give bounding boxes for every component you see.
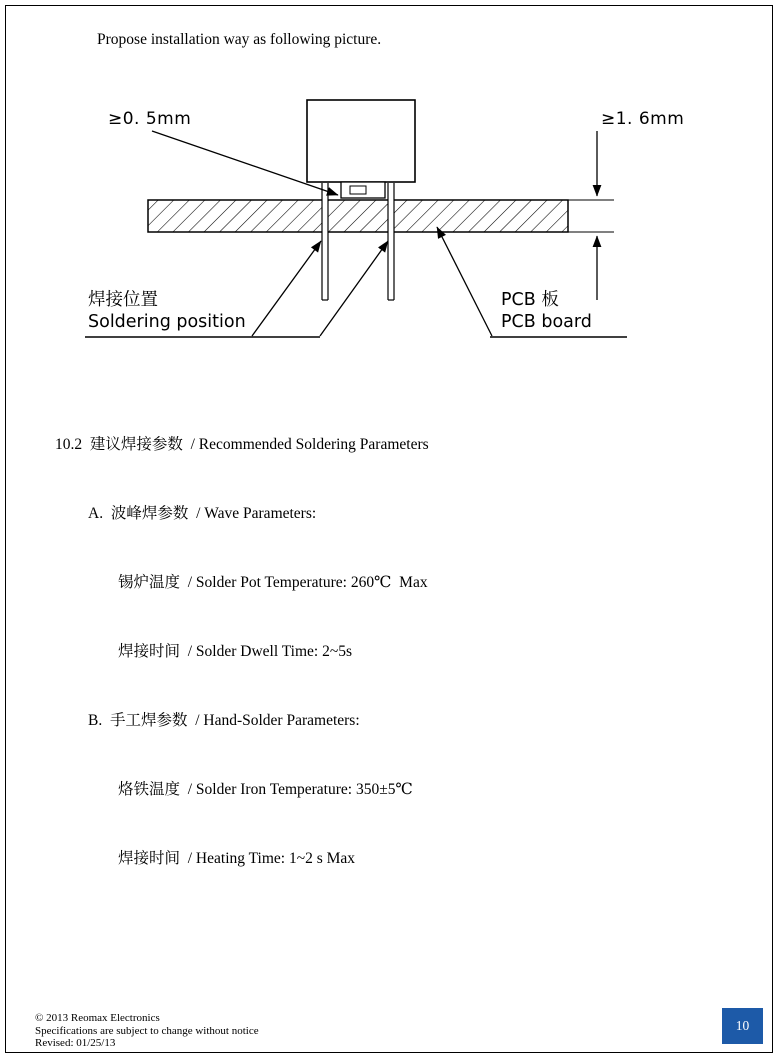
pcb-label-cn: PCB 板 [501,290,559,310]
component-body [307,100,415,182]
soldering-leader-right [320,241,388,336]
soldering-position-label-cn: 焊接位置 [88,290,158,310]
param-line-pot-temp: 锡炉温度 / Solder Pot Temperature: 260℃ Max [118,574,428,591]
pcb-label-en: PCB board [501,312,592,332]
param-line-dwell-time: 焊接时间 / Solder Dwell Time: 2~5s [118,643,353,660]
page-number-badge: 10 [722,1008,763,1044]
component-lead-left [322,183,328,300]
page-footer [35,1012,259,1050]
component-standoff-detail [350,186,366,194]
pcb-leader-line [437,227,492,336]
component-lead-right [388,183,394,300]
intro-text: Propose installation way as following picture. [97,31,382,48]
param-line-wave: A. 波峰焊参数 / Wave Parameters: [88,505,317,522]
footer-notice: Specifications are subject to change without notice [35,1024,259,1037]
param-line-iron-temp: 烙铁温度 / Solder Iron Temperature: 350±5℃ [118,781,413,798]
footer-copyright: © 2013 Reomax Electronics [35,1012,160,1024]
param-line-heating-time: 焊接时间 / Heating Time: 1~2 s Max [118,850,356,867]
standoff-dimension-label: ≥0. 5mm [108,109,192,129]
soldering-leader-left [252,241,321,336]
thickness-dimension-label: ≥1. 6mm [601,109,685,129]
soldering-parameters-section [55,392,429,911]
param-line-hand: B. 手工焊参数 / Hand-Solder Parameters: [88,712,360,729]
soldering-position-label-en: Soldering position [88,312,246,332]
pcb-board [148,200,568,232]
installation-diagram [0,85,780,355]
footer-revised: Revised: 01/25/13 [35,1037,116,1049]
section-heading: 10.2 建议焊接参数 / Recommended Soldering Parameters [55,436,429,453]
